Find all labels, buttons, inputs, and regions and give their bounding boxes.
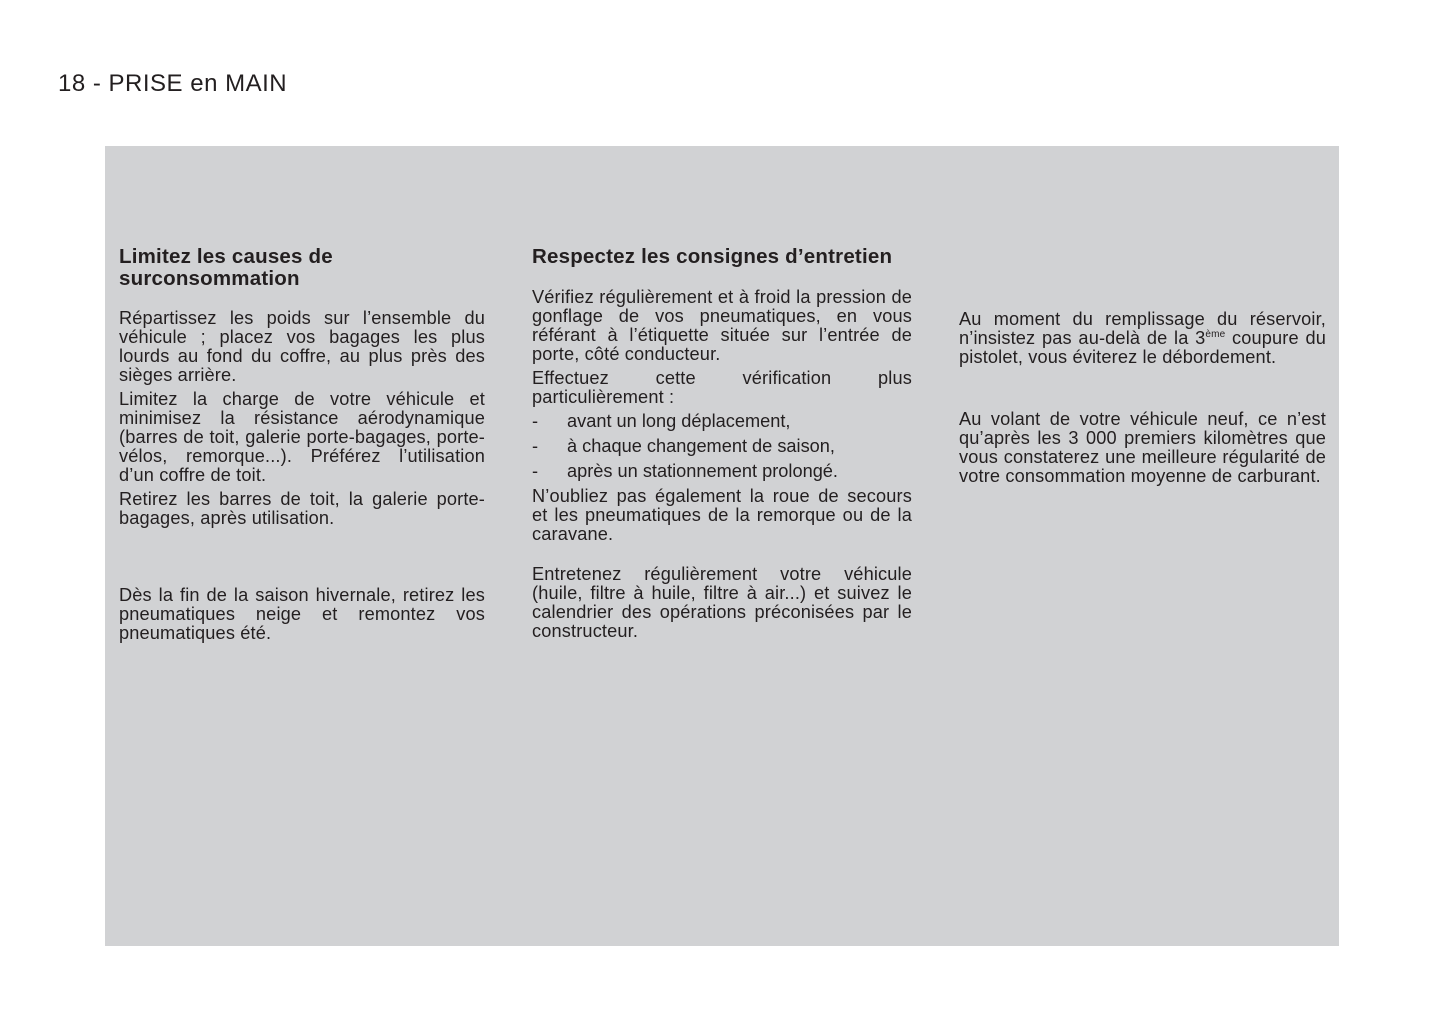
paragraph-service-schedule: Entretenez régulièrement votre véhicule (huile, filtre à huile, filtre à air...) et suivez le calendrier des opérations préconisées par le constructeur. xyxy=(532,563,912,641)
paragraph-fuel-filling xyxy=(959,310,1326,367)
check-list xyxy=(532,412,912,481)
list-item-text: avant un long déplacement, xyxy=(567,410,791,431)
list-item xyxy=(532,437,912,456)
page-title: 18 - PRISE en MAIN xyxy=(58,70,288,97)
fuel-text-after: coupure du pistolet, vous éviterez le débordement. xyxy=(959,328,1326,367)
ordinal-superscript: ème xyxy=(1205,328,1226,340)
paragraph-remove-roof-bars: Retirez les barres de toit, la galerie porte-bagages, après utilisation. xyxy=(119,489,485,528)
list-item xyxy=(532,412,912,431)
column-fuel-tips xyxy=(959,310,1326,491)
paragraph-spare-wheel: N’oubliez pas également la roue de secours et les pneumatiques de la remorque ou de la caravane. xyxy=(532,485,912,544)
content-panel xyxy=(105,146,1339,946)
heading-maintenance: Respectez les consignes d’entretien xyxy=(532,245,893,268)
list-item-text: à chaque changement de saison, xyxy=(567,435,835,456)
paragraph-load-limit: Limitez la charge de votre véhicule et minimisez la résistance aérodynamique (barres de toit, galerie porte-bagages, porte-vélos, remorque...). Préférez l’utilisation d’un coffre de toit. xyxy=(119,389,485,485)
paragraph-new-vehicle: Au volant de votre véhicule neuf, ce n’est qu’après les 3 000 premiers kilomètres que vous constaterez une meilleure régularité de votre consommation moyenne de carburant. xyxy=(959,409,1326,486)
dash-marker: - xyxy=(532,460,539,481)
column-consumption xyxy=(119,246,485,648)
paragraph-winter-tyres: Dès la fin de la saison hivernale, retirez les pneumatiques neige et remontez vos pneumatiques été. xyxy=(119,585,485,643)
dash-marker: - xyxy=(532,435,539,456)
heading-consumption: Limitez les causes de surconsommation xyxy=(119,245,333,290)
list-item xyxy=(532,462,912,481)
fuel-text-before: Au moment du remplissage du réservoir, n’insistez pas au-delà de la 3 xyxy=(959,309,1326,348)
paragraph-check-when: Effectuez cette vérification plus particulièrement : xyxy=(532,367,912,407)
column-maintenance xyxy=(532,246,912,646)
paragraph-weight-distribution: Répartissez les poids sur l’ensemble du véhicule ; placez vos bagages les plus lourds au fond du coffre, au plus près des sièges arrière. xyxy=(119,308,485,385)
paragraph-tyre-pressure: Vérifiez régulièrement et à froid la pression de gonflage de vos pneumatiques, en vous référant à l’étiquette située sur l’entrée de porte, côté conducteur. xyxy=(532,286,912,364)
list-item-text: après un stationnement prolongé. xyxy=(567,460,838,481)
dash-marker: - xyxy=(532,410,539,431)
